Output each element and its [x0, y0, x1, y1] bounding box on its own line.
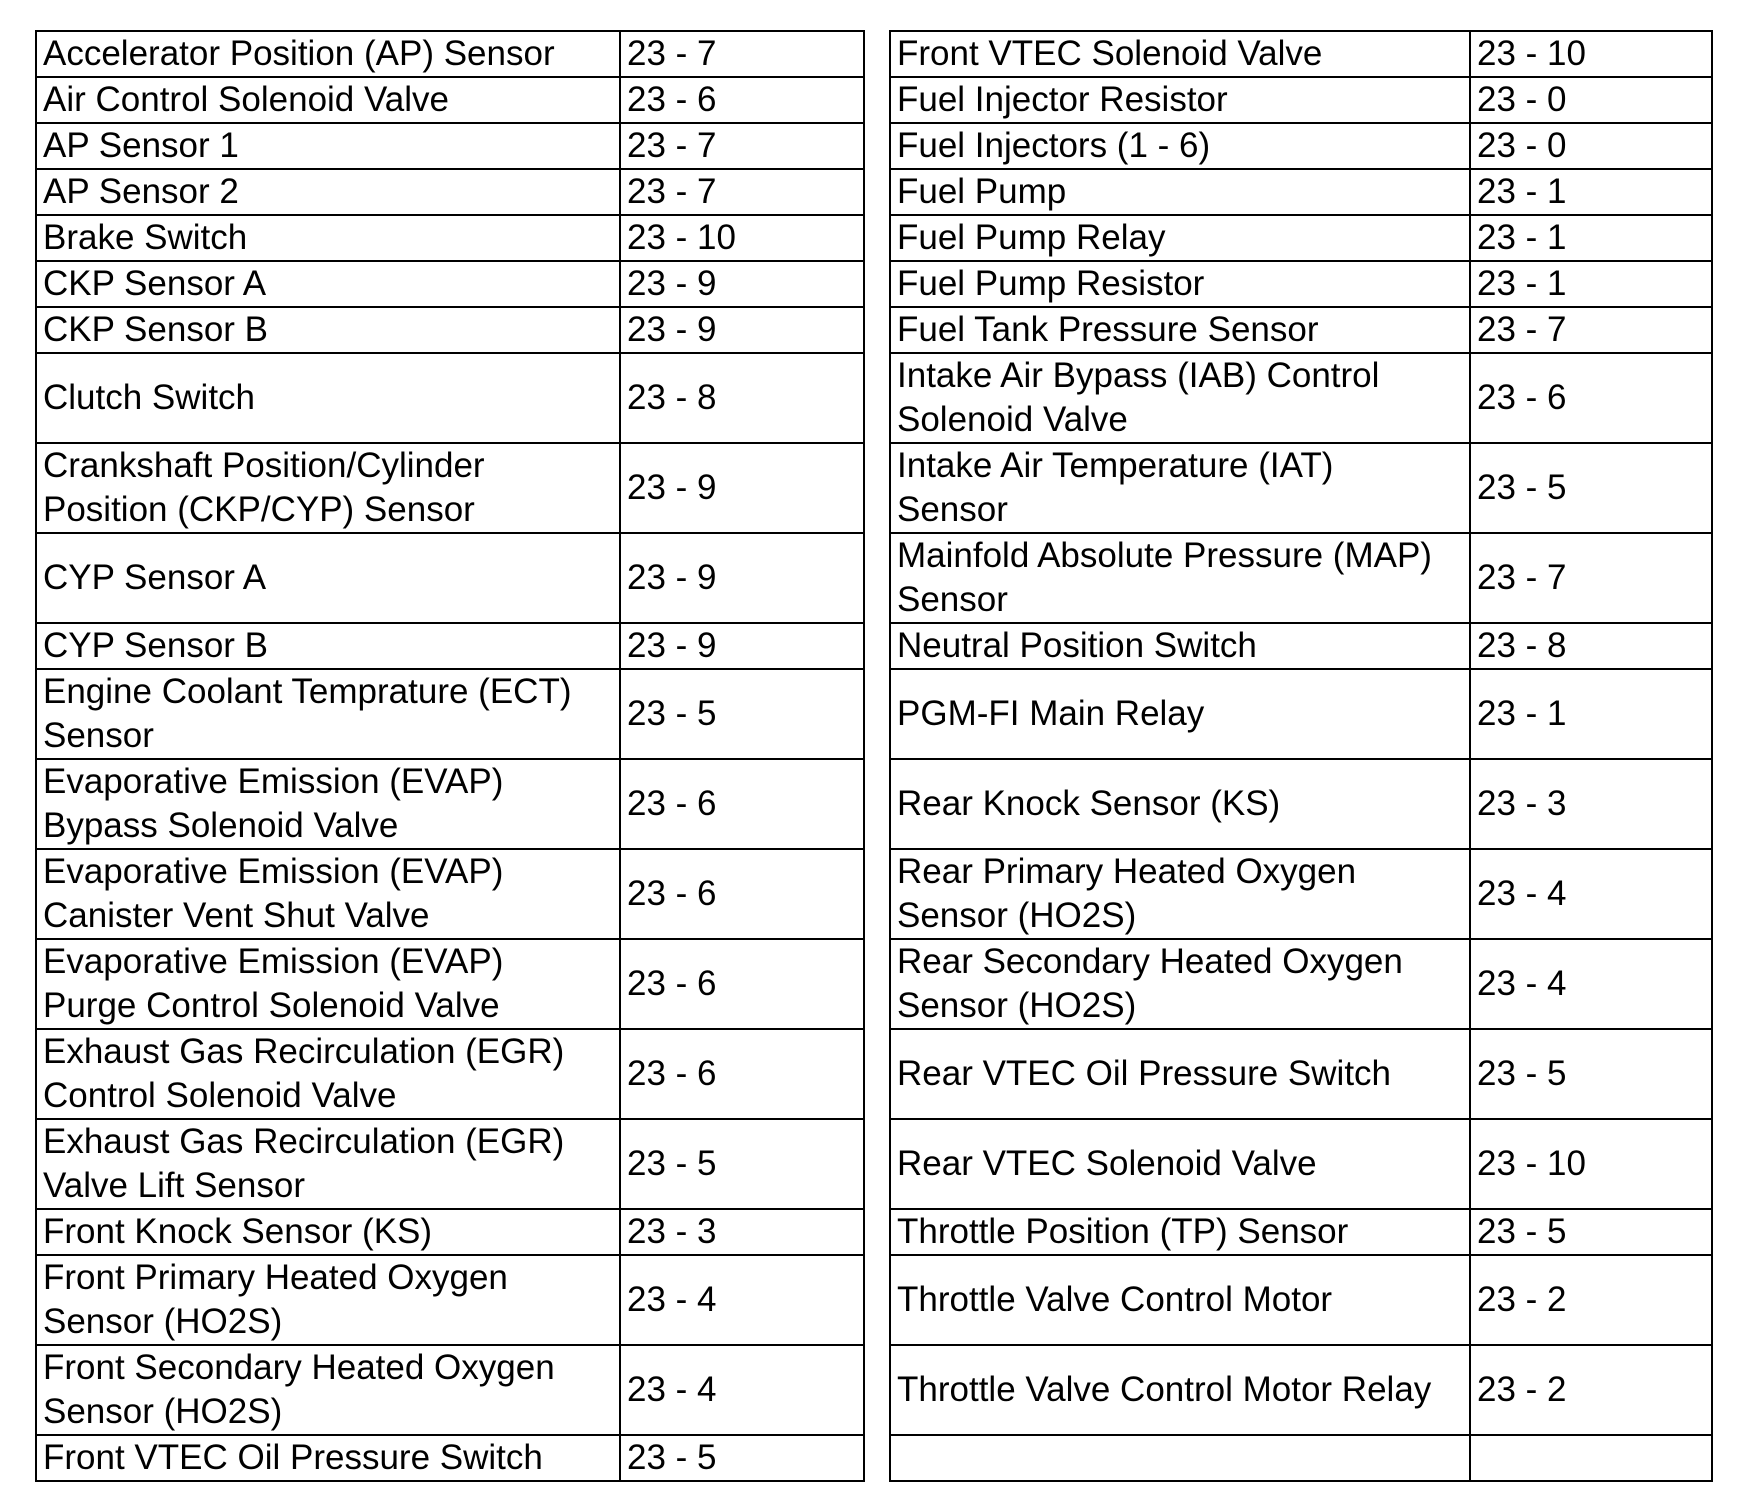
right-component-name: Rear Secondary Heated Oxygen Sensor (HO2S): [890, 939, 1470, 1029]
left-component-name: Front Knock Sensor (KS): [36, 1209, 620, 1255]
column-separator: [864, 169, 890, 215]
left-page-ref: 23 - 9: [620, 623, 864, 669]
column-separator: [864, 623, 890, 669]
column-separator: [864, 1255, 890, 1345]
left-page-ref: 23 - 6: [620, 77, 864, 123]
left-page-ref: 23 - 6: [620, 759, 864, 849]
left-component-name: Front Secondary Heated Oxygen Sensor (HO2S): [36, 1345, 620, 1435]
right-component-name: Neutral Position Switch: [890, 623, 1470, 669]
table-row: [36, 533, 1712, 623]
right-component-name: Fuel Pump Resistor: [890, 261, 1470, 307]
table-row: [36, 353, 1712, 443]
column-separator: [864, 353, 890, 443]
left-component-name: AP Sensor 2: [36, 169, 620, 215]
left-page-ref: 23 - 10: [620, 215, 864, 261]
right-component-name: Mainfold Absolute Pressure (MAP) Sensor: [890, 533, 1470, 623]
left-component-name: AP Sensor 1: [36, 123, 620, 169]
table-body: [36, 31, 1712, 1481]
right-component-name: Fuel Pump: [890, 169, 1470, 215]
right-component-name: Fuel Injectors (1 - 6): [890, 123, 1470, 169]
right-page-ref: 23 - 2: [1470, 1345, 1712, 1435]
right-page-ref: 23 - 1: [1470, 215, 1712, 261]
left-component-name: Front VTEC Oil Pressure Switch: [36, 1435, 620, 1481]
column-separator: [864, 533, 890, 623]
right-page-ref: 23 - 6: [1470, 353, 1712, 443]
column-separator: [864, 77, 890, 123]
left-component-name: Exhaust Gas Recirculation (EGR) Control Solenoid Valve: [36, 1029, 620, 1119]
right-component-name: Rear VTEC Oil Pressure Switch: [890, 1029, 1470, 1119]
column-separator: [864, 31, 890, 77]
right-page-ref: 23 - 0: [1470, 123, 1712, 169]
table-row: [36, 1119, 1712, 1209]
column-separator: [864, 123, 890, 169]
left-page-ref: 23 - 4: [620, 1345, 864, 1435]
column-separator: [864, 215, 890, 261]
left-page-ref: 23 - 9: [620, 533, 864, 623]
table-row: [36, 77, 1712, 123]
table-row: [36, 669, 1712, 759]
right-component-name: Throttle Position (TP) Sensor: [890, 1209, 1470, 1255]
left-component-name: CKP Sensor A: [36, 261, 620, 307]
left-page-ref: 23 - 6: [620, 1029, 864, 1119]
left-component-name: Evaporative Emission (EVAP) Purge Control Solenoid Valve: [36, 939, 620, 1029]
column-separator: [864, 759, 890, 849]
right-page-ref: 23 - 5: [1470, 1029, 1712, 1119]
table-row: [36, 31, 1712, 77]
left-component-name: CYP Sensor A: [36, 533, 620, 623]
left-component-name: Clutch Switch: [36, 353, 620, 443]
right-component-name: Intake Air Temperature (IAT) Sensor: [890, 443, 1470, 533]
right-page-ref: 23 - 7: [1470, 533, 1712, 623]
component-index-table: [35, 30, 1713, 1482]
column-separator: [864, 1119, 890, 1209]
column-separator: [864, 939, 890, 1029]
table-row: [36, 307, 1712, 353]
left-page-ref: 23 - 3: [620, 1209, 864, 1255]
left-component-name: CKP Sensor B: [36, 307, 620, 353]
left-component-name: Front Primary Heated Oxygen Sensor (HO2S): [36, 1255, 620, 1345]
left-page-ref: 23 - 7: [620, 123, 864, 169]
left-component-name: Brake Switch: [36, 215, 620, 261]
left-page-ref: 23 - 9: [620, 261, 864, 307]
left-page-ref: 23 - 5: [620, 1435, 864, 1481]
left-page-ref: 23 - 6: [620, 939, 864, 1029]
left-component-name: Air Control Solenoid Valve: [36, 77, 620, 123]
left-component-name: Crankshaft Position/Cylinder Position (CKP/CYP) Sensor: [36, 443, 620, 533]
table-row: [36, 261, 1712, 307]
right-page-ref: 23 - 7: [1470, 307, 1712, 353]
left-page-ref: 23 - 7: [620, 169, 864, 215]
left-page-ref: 23 - 6: [620, 849, 864, 939]
column-separator: [864, 849, 890, 939]
table-row: [36, 1345, 1712, 1435]
column-separator: [864, 307, 890, 353]
right-component-name: Throttle Valve Control Motor: [890, 1255, 1470, 1345]
table-row: [36, 443, 1712, 533]
column-separator: [864, 1029, 890, 1119]
right-component-name: Intake Air Bypass (IAB) Control Solenoid Valve: [890, 353, 1470, 443]
right-component-name: Front VTEC Solenoid Valve: [890, 31, 1470, 77]
right-page-ref: 23 - 4: [1470, 849, 1712, 939]
right-page-ref: 23 - 0: [1470, 77, 1712, 123]
table-row: [36, 623, 1712, 669]
table-row: [36, 1255, 1712, 1345]
right-page-ref: 23 - 2: [1470, 1255, 1712, 1345]
left-page-ref: 23 - 4: [620, 1255, 864, 1345]
right-page-ref: [1470, 1435, 1712, 1481]
left-component-name: Evaporative Emission (EVAP) Canister Vent Shut Valve: [36, 849, 620, 939]
left-component-name: Exhaust Gas Recirculation (EGR) Valve Lift Sensor: [36, 1119, 620, 1209]
left-page-ref: 23 - 8: [620, 353, 864, 443]
column-separator: [864, 443, 890, 533]
left-component-name: CYP Sensor B: [36, 623, 620, 669]
table-row: [36, 849, 1712, 939]
column-separator: [864, 669, 890, 759]
right-page-ref: 23 - 4: [1470, 939, 1712, 1029]
table-row: [36, 1029, 1712, 1119]
right-component-name: Throttle Valve Control Motor Relay: [890, 1345, 1470, 1435]
table-row: [36, 169, 1712, 215]
table-row: [36, 123, 1712, 169]
table-row: [36, 1435, 1712, 1481]
left-page-ref: 23 - 5: [620, 1119, 864, 1209]
left-component-name: Engine Coolant Temprature (ECT) Sensor: [36, 669, 620, 759]
right-page-ref: 23 - 5: [1470, 443, 1712, 533]
right-page-ref: 23 - 5: [1470, 1209, 1712, 1255]
left-page-ref: 23 - 7: [620, 31, 864, 77]
right-component-name: Rear VTEC Solenoid Valve: [890, 1119, 1470, 1209]
left-page-ref: 23 - 9: [620, 443, 864, 533]
table-row: [36, 1209, 1712, 1255]
column-separator: [864, 1345, 890, 1435]
right-component-name: PGM-FI Main Relay: [890, 669, 1470, 759]
right-page-ref: 23 - 1: [1470, 669, 1712, 759]
right-component-name: Rear Knock Sensor (KS): [890, 759, 1470, 849]
right-component-name: Fuel Pump Relay: [890, 215, 1470, 261]
right-page-ref: 23 - 10: [1470, 31, 1712, 77]
right-component-name: [890, 1435, 1470, 1481]
left-page-ref: 23 - 5: [620, 669, 864, 759]
right-page-ref: 23 - 1: [1470, 261, 1712, 307]
table-row: [36, 939, 1712, 1029]
column-separator: [864, 1209, 890, 1255]
left-page-ref: 23 - 9: [620, 307, 864, 353]
right-page-ref: 23 - 3: [1470, 759, 1712, 849]
column-separator: [864, 1435, 890, 1481]
right-page-ref: 23 - 1: [1470, 169, 1712, 215]
left-component-name: Accelerator Position (AP) Sensor: [36, 31, 620, 77]
column-separator: [864, 261, 890, 307]
table-row: [36, 759, 1712, 849]
right-component-name: Fuel Tank Pressure Sensor: [890, 307, 1470, 353]
right-component-name: Fuel Injector Resistor: [890, 77, 1470, 123]
left-component-name: Evaporative Emission (EVAP) Bypass Solenoid Valve: [36, 759, 620, 849]
right-component-name: Rear Primary Heated Oxygen Sensor (HO2S): [890, 849, 1470, 939]
right-page-ref: 23 - 8: [1470, 623, 1712, 669]
right-page-ref: 23 - 10: [1470, 1119, 1712, 1209]
table-row: [36, 215, 1712, 261]
